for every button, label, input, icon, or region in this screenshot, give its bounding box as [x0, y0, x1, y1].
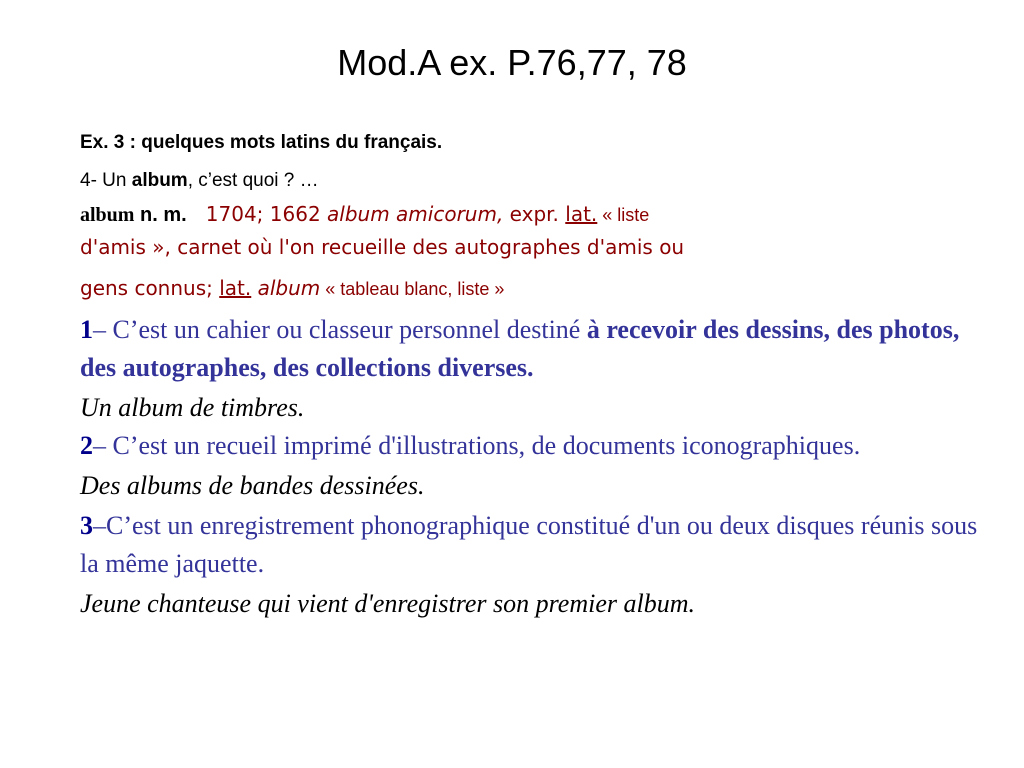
sense-1-bold-text: à recevoir des dessins, des photos, des autographes, des collections diverses.: [80, 315, 960, 382]
sense-1: [80, 311, 980, 387]
dict-phrase: album amicorum,: [327, 202, 504, 226]
slide-content: [80, 128, 980, 623]
sense-2-number: 2: [80, 431, 93, 460]
dict-dates: 1704; 1662: [205, 202, 328, 226]
dict-lat-link-1[interactable]: lat.: [565, 202, 598, 226]
dict-liste-open: « liste: [597, 205, 650, 225]
sense-1-text: – C’est un cahier ou classeur personnel destiné: [93, 315, 587, 344]
sense-2-text: – C’est un recueil imprimé d'illustrations, de documents iconographiques.: [93, 431, 861, 460]
dict-pos: n. m.: [134, 204, 187, 226]
sense-2: [80, 427, 980, 465]
sense-3-example: Jeune chanteuse qui vient d'enregistrer son premier album.: [80, 589, 695, 618]
exercise-heading: Ex. 3 : quelques mots latins du français.: [80, 132, 443, 153]
sense-3-text: –C’est un enregistrement phonographique constitué d'un ou deux disques réunis sous la même jaquette.: [80, 511, 978, 578]
question-line: [80, 164, 980, 198]
sense-1-number: 1: [80, 315, 93, 344]
dict-headword: album: [80, 204, 135, 226]
dict-line3-a: gens connus;: [80, 276, 220, 300]
dict-album-italic: album: [251, 276, 321, 300]
question-prefix: 4- Un: [80, 170, 132, 191]
dict-line2: d'amis », carnet où l'on recueille des autographes d'amis ou: [80, 235, 685, 259]
sense-3-number: 3: [80, 511, 93, 540]
sense-3: [80, 507, 980, 583]
dictionary-entry: [80, 198, 980, 305]
question-word: album: [131, 170, 188, 191]
dict-line3: [80, 272, 980, 305]
dict-expr: expr.: [503, 202, 566, 226]
dict-line3-b: « tableau blanc, liste »: [320, 279, 505, 299]
sense-2-example: Des albums de bandes dessinées.: [80, 471, 425, 500]
dict-lat-link-2[interactable]: lat.: [219, 276, 252, 300]
sense-1-example: Un album de timbres.: [80, 393, 305, 422]
slide-title: Mod.A ex. P.76,77, 78: [337, 42, 687, 83]
question-suffix: , c’est quoi ? …: [187, 170, 319, 191]
